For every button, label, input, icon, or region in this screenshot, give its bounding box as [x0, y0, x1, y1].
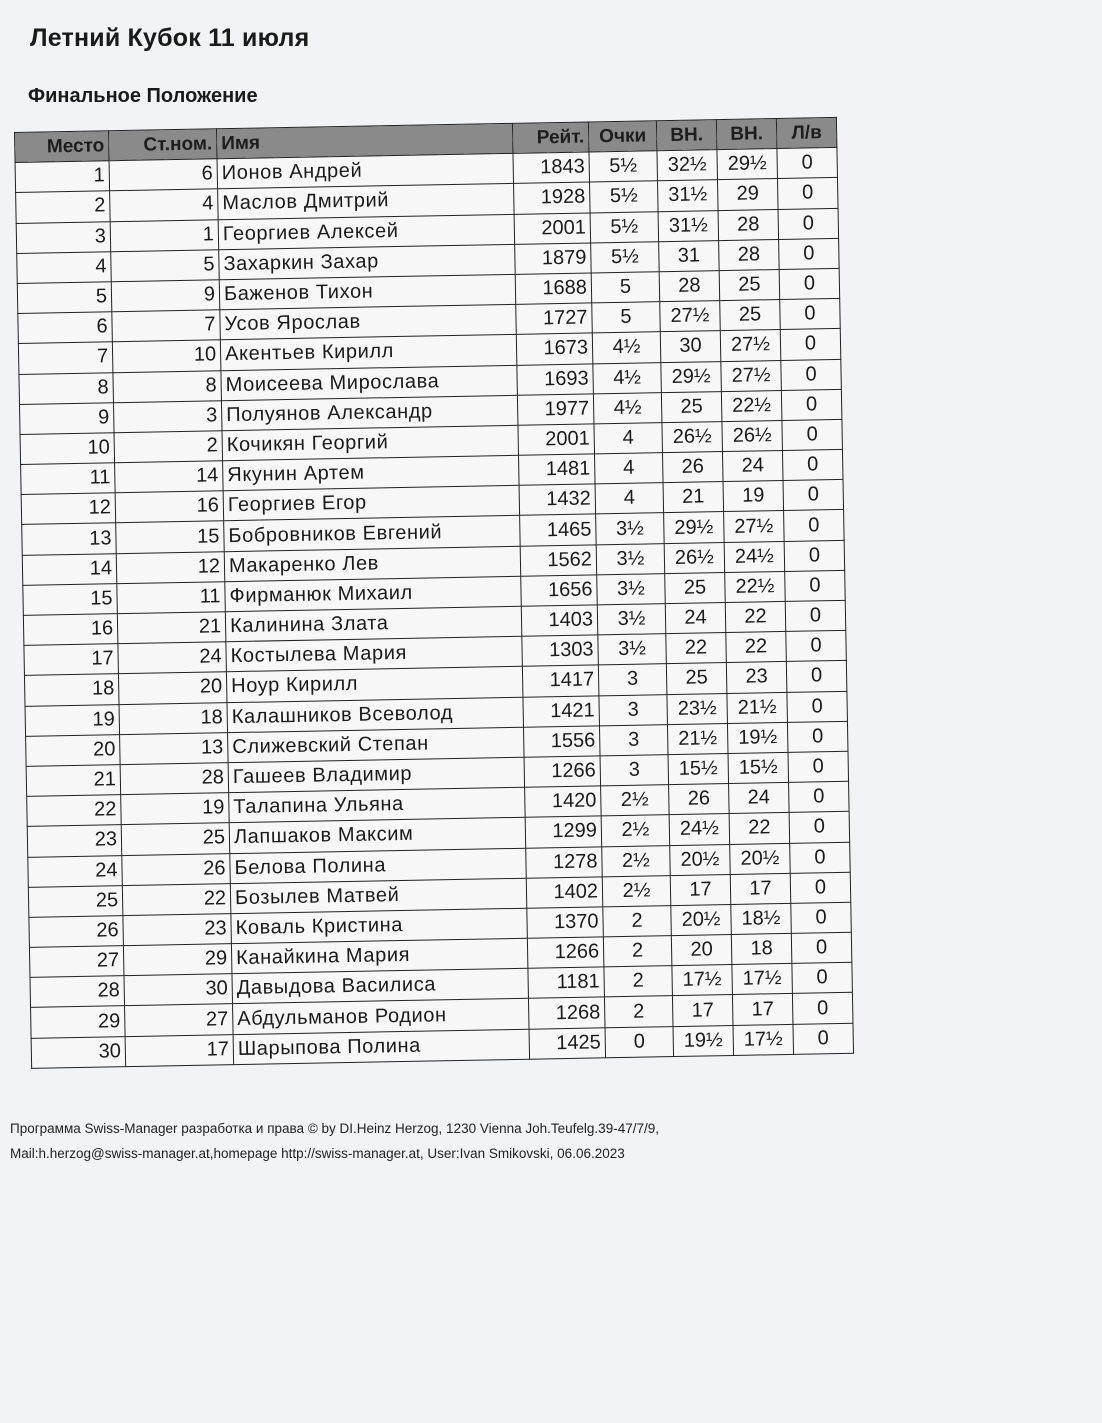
cell-start-number: 23	[123, 914, 232, 946]
cell-start-number: 19	[121, 793, 230, 825]
cell-player-name: Калинина Злата	[225, 606, 522, 642]
cell-rating: 1562	[520, 545, 597, 577]
cell-points: 3½	[596, 513, 665, 544]
col-header-wins: Л/в	[776, 117, 837, 148]
cell-wins: 0	[780, 329, 841, 360]
cell-tiebreak-1: 27½	[660, 301, 721, 332]
cell-tiebreak-2: 29½	[717, 149, 778, 180]
cell-start-number: 3	[113, 400, 222, 432]
cell-player-name: Гашеев Владимир	[228, 757, 525, 793]
cell-start-number: 14	[115, 461, 224, 493]
cell-tiebreak-1: 29½	[664, 512, 725, 543]
cell-tiebreak-2: 29	[717, 179, 778, 210]
cell-wins: 0	[790, 842, 851, 873]
cell-points: 2½	[602, 845, 671, 876]
cell-place: 2	[16, 191, 111, 223]
cell-start-number: 27	[125, 1004, 234, 1036]
cell-tiebreak-1: 22	[666, 633, 727, 664]
cell-rating: 1673	[516, 333, 593, 365]
cell-points: 2½	[602, 875, 671, 906]
cell-points: 4½	[592, 332, 661, 363]
cell-start-number: 22	[122, 883, 231, 915]
cell-player-name: Ионов Андрей	[217, 154, 514, 190]
cell-wins: 0	[786, 631, 847, 662]
cell-rating: 1465	[520, 514, 597, 546]
cell-tiebreak-2: 27½	[720, 330, 781, 361]
cell-wins: 0	[782, 419, 843, 450]
cell-player-name: Якунин Артем	[223, 455, 520, 491]
cell-tiebreak-2: 17	[730, 873, 791, 904]
cell-rating: 1181	[528, 967, 605, 999]
cell-place: 25	[28, 885, 123, 917]
cell-start-number: 25	[121, 823, 230, 855]
cell-tiebreak-2: 25	[719, 269, 780, 300]
cell-start-number: 26	[122, 853, 231, 885]
cell-tiebreak-2: 28	[718, 209, 779, 240]
cell-place: 22	[27, 795, 122, 827]
cell-place: 18	[24, 674, 119, 706]
standings-table	[14, 117, 854, 1069]
cell-points: 2	[604, 996, 673, 1027]
cell-player-name: Белова Полина	[230, 848, 527, 884]
cell-start-number: 20	[118, 672, 227, 704]
cell-rating: 1693	[517, 363, 594, 395]
col-header-tiebreak-1: ВН.	[656, 120, 717, 151]
cell-player-name: Слижевский Степан	[228, 727, 525, 763]
cell-wins: 0	[785, 600, 846, 631]
cell-rating: 1727	[516, 303, 593, 335]
cell-tiebreak-2: 17½	[733, 1024, 794, 1055]
cell-tiebreak-1: 26½	[664, 542, 725, 573]
cell-points: 5½	[589, 151, 658, 182]
cell-tiebreak-1: 17	[672, 995, 733, 1026]
cell-points: 3½	[597, 604, 666, 635]
cell-player-name: Бозылев Матвей	[230, 878, 527, 914]
cell-tiebreak-2: 22½	[725, 571, 786, 602]
cell-start-number: 11	[117, 582, 226, 614]
cell-player-name: Канайкина Мария	[231, 938, 528, 974]
cell-tiebreak-2: 26½	[722, 420, 783, 451]
cell-rating: 1266	[524, 756, 601, 788]
cell-tiebreak-1: 30	[660, 331, 721, 362]
cell-tiebreak-1: 21½	[667, 723, 728, 754]
cell-player-name: Коваль Кристина	[231, 908, 528, 944]
cell-rating: 1879	[515, 243, 592, 275]
cell-place: 14	[22, 553, 117, 585]
cell-tiebreak-1: 19½	[673, 1025, 734, 1056]
cell-points: 3½	[597, 573, 666, 604]
cell-tiebreak-1: 26	[662, 452, 723, 483]
cell-points: 2	[603, 936, 672, 967]
cell-place: 6	[18, 312, 113, 344]
cell-place: 5	[17, 282, 112, 314]
cell-tiebreak-1: 17½	[672, 965, 733, 996]
cell-tiebreak-1: 20	[671, 935, 732, 966]
cell-tiebreak-2: 17	[732, 994, 793, 1025]
cell-wins: 0	[779, 238, 840, 269]
cell-points: 3	[599, 724, 668, 755]
cell-tiebreak-2: 22½	[721, 390, 782, 421]
cell-player-name: Акентьев Кирилл	[220, 335, 517, 371]
cell-points: 5	[592, 302, 661, 333]
cell-rating: 1843	[513, 152, 590, 184]
cell-tiebreak-2: 21½	[727, 692, 788, 723]
cell-tiebreak-1: 21	[663, 482, 724, 513]
cell-wins: 0	[792, 963, 853, 994]
cell-start-number: 13	[120, 732, 229, 764]
cell-player-name: Макаренко Лев	[224, 546, 521, 582]
cell-tiebreak-2: 23	[726, 662, 787, 693]
cell-points: 4	[595, 483, 664, 514]
cell-wins: 0	[781, 359, 842, 390]
cell-tiebreak-2: 22	[729, 813, 790, 844]
cell-wins: 0	[789, 812, 850, 843]
cell-player-name: Георгиев Алексей	[218, 214, 515, 250]
cell-place: 15	[23, 584, 118, 616]
cell-player-name: Баженов Тихон	[219, 274, 516, 310]
cell-tiebreak-1: 26½	[662, 421, 723, 452]
cell-place: 30	[31, 1036, 126, 1068]
cell-tiebreak-2: 24	[722, 451, 783, 482]
cell-tiebreak-1: 29½	[661, 361, 722, 392]
cell-player-name: Лапшаков Максим	[229, 818, 526, 854]
cell-player-name: Давыдова Василиса	[232, 968, 529, 1004]
col-header-name: Имя	[216, 123, 513, 159]
cell-points: 2½	[601, 815, 670, 846]
cell-tiebreak-2: 17½	[732, 964, 793, 995]
cell-tiebreak-1: 31½	[658, 210, 719, 241]
cell-points: 5	[591, 272, 660, 303]
cell-start-number: 9	[111, 280, 220, 312]
cell-rating: 1432	[519, 484, 596, 516]
cell-place: 28	[30, 976, 125, 1008]
cell-place: 11	[21, 463, 116, 495]
cell-player-name: Калашников Всеволод	[227, 697, 524, 733]
cell-points: 2½	[601, 785, 670, 816]
cell-place: 19	[25, 704, 120, 736]
cell-wins: 0	[784, 540, 845, 571]
cell-wins: 0	[779, 268, 840, 299]
cell-points: 4	[594, 423, 663, 454]
cell-points: 4½	[593, 362, 662, 393]
cell-rating: 1928	[514, 182, 591, 214]
cell-player-name: Талапина Ульяна	[229, 787, 526, 823]
cell-points: 3	[598, 664, 667, 695]
cell-wins: 0	[782, 449, 843, 480]
cell-rating: 1425	[529, 1027, 606, 1059]
cell-rating: 1303	[522, 635, 599, 667]
cell-place: 17	[24, 644, 119, 676]
cell-rating: 1403	[521, 605, 598, 637]
cell-tiebreak-1: 25	[661, 391, 722, 422]
cell-wins: 0	[777, 148, 838, 179]
cell-place: 8	[19, 372, 114, 404]
cell-player-name: Кочикян Георгий	[222, 425, 519, 461]
cell-tiebreak-2: 20½	[730, 843, 791, 874]
cell-place: 24	[28, 855, 123, 887]
cell-tiebreak-2: 22	[725, 601, 786, 632]
cell-rating: 1417	[522, 665, 599, 697]
cell-place: 12	[21, 493, 116, 525]
cell-wins: 0	[787, 721, 848, 752]
cell-rating: 1656	[521, 575, 598, 607]
footer-contact: Mail:h.herzog@swiss-manager.at,homepage http://swiss-manager.at, User:Ivan Smikovski, 06.06.2023	[10, 1146, 625, 1161]
cell-place: 1	[15, 161, 110, 193]
cell-rating: 1299	[525, 816, 602, 848]
cell-player-name: Фирманюк Михаил	[225, 576, 522, 612]
cell-start-number: 8	[113, 370, 222, 402]
cell-place: 27	[29, 946, 124, 978]
cell-tiebreak-1: 25	[666, 663, 727, 694]
cell-points: 4	[594, 453, 663, 484]
cell-rating: 1370	[527, 907, 604, 939]
cell-tiebreak-2: 19½	[727, 722, 788, 753]
cell-rating: 1402	[526, 877, 603, 909]
cell-tiebreak-1: 32½	[657, 150, 718, 181]
cell-start-number: 7	[112, 310, 221, 342]
col-header-tiebreak-2: ВН.	[716, 119, 777, 150]
cell-place: 20	[26, 734, 121, 766]
cell-points: 3	[599, 694, 668, 725]
cell-points: 5½	[591, 241, 660, 272]
cell-wins: 0	[793, 1023, 854, 1054]
cell-place: 23	[27, 825, 122, 857]
cell-rating: 1278	[526, 846, 603, 878]
cell-wins: 0	[788, 751, 849, 782]
cell-rating: 1688	[515, 273, 592, 305]
cell-tiebreak-1: 28	[659, 271, 720, 302]
cell-start-number: 4	[110, 189, 219, 221]
footer-copyright: Программа Swiss-Manager разработка и права © by DI.Heinz Herzog, 1230 Vienna Joh.Teufelg.39-47/7/9,	[10, 1121, 659, 1136]
cell-place: 16	[23, 614, 118, 646]
cell-wins: 0	[778, 208, 839, 239]
cell-place: 26	[29, 916, 124, 948]
cell-start-number: 1	[110, 219, 219, 251]
cell-tiebreak-2: 24	[729, 783, 790, 814]
cell-player-name: Шарыпова Полина	[233, 1029, 530, 1065]
cell-place: 4	[17, 251, 112, 283]
cell-tiebreak-1: 31	[659, 240, 720, 271]
cell-start-number: 18	[119, 702, 228, 734]
cell-tiebreak-1: 23½	[667, 693, 728, 724]
cell-player-name: Захаркин Захар	[219, 244, 516, 280]
cell-rating: 1420	[525, 786, 602, 818]
cell-tiebreak-2: 27½	[721, 360, 782, 391]
cell-wins: 0	[780, 299, 841, 330]
cell-wins: 0	[791, 932, 852, 963]
cell-wins: 0	[777, 178, 838, 209]
cell-rating: 1556	[523, 726, 600, 758]
cell-player-name: Моисеева Мирослава	[221, 365, 518, 401]
cell-rating: 1421	[523, 695, 600, 727]
cell-wins: 0	[783, 480, 844, 511]
cell-start-number: 16	[115, 491, 224, 523]
table-body	[15, 148, 853, 1069]
cell-tiebreak-1: 17	[670, 874, 731, 905]
cell-place: 29	[31, 1006, 126, 1038]
cell-wins: 0	[789, 781, 850, 812]
cell-wins: 0	[786, 661, 847, 692]
cell-tiebreak-1: 24½	[669, 814, 730, 845]
cell-wins: 0	[791, 902, 852, 933]
cell-player-name: Полуянов Александр	[221, 395, 518, 431]
cell-wins: 0	[790, 872, 851, 903]
cell-rating: 2001	[518, 424, 595, 456]
col-header-rating: Рейт.	[512, 122, 589, 154]
cell-start-number: 6	[109, 159, 218, 191]
cell-player-name: Георгиев Егор	[223, 486, 520, 522]
cell-player-name: Абдульманов Родион	[233, 999, 530, 1035]
cell-tiebreak-2: 18½	[731, 903, 792, 934]
cell-tiebreak-1: 25	[665, 572, 726, 603]
col-header-start-number: Ст.ном.	[108, 129, 217, 161]
cell-points: 2	[604, 966, 673, 997]
standings-sheet	[14, 117, 853, 1069]
cell-tiebreak-2: 22	[726, 632, 787, 663]
cell-place: 3	[16, 221, 111, 253]
cell-start-number: 15	[116, 521, 225, 553]
cell-tiebreak-2: 24½	[724, 541, 785, 572]
cell-player-name: Маслов Дмитрий	[218, 184, 515, 220]
cell-start-number: 2	[114, 431, 223, 463]
cell-place: 9	[19, 402, 114, 434]
cell-wins: 0	[781, 389, 842, 420]
cell-rating: 1266	[527, 937, 604, 969]
cell-points: 3½	[596, 543, 665, 574]
cell-place: 13	[22, 523, 117, 555]
cell-place: 7	[18, 342, 113, 374]
cell-tiebreak-2: 27½	[724, 511, 785, 542]
cell-points: 5½	[590, 211, 659, 242]
cell-wins: 0	[785, 570, 846, 601]
cell-tiebreak-1: 20½	[670, 844, 731, 875]
cell-player-name: Усов Ярослав	[220, 304, 517, 340]
cell-tiebreak-1: 31½	[658, 180, 719, 211]
cell-points: 2	[603, 905, 672, 936]
cell-tiebreak-1: 15½	[668, 753, 729, 784]
col-header-points: Очки	[588, 121, 657, 152]
cell-tiebreak-2: 15½	[728, 752, 789, 783]
cell-start-number: 21	[117, 612, 226, 644]
cell-points: 5½	[590, 181, 659, 212]
page-subtitle: Финальное Положение	[28, 85, 258, 107]
cell-player-name: Костылева Мария	[226, 636, 523, 672]
cell-rating: 1268	[528, 997, 605, 1029]
cell-points: 3	[600, 755, 669, 786]
cell-start-number: 28	[120, 763, 229, 795]
cell-tiebreak-2: 25	[720, 300, 781, 331]
cell-start-number: 24	[118, 642, 227, 674]
cell-points: 3½	[598, 634, 667, 665]
cell-start-number: 10	[112, 340, 221, 372]
cell-rating: 1977	[517, 394, 594, 426]
cell-tiebreak-1: 24	[665, 603, 726, 634]
cell-tiebreak-2: 18	[731, 933, 792, 964]
cell-player-name: Бобровников Евгений	[224, 516, 521, 552]
cell-player-name: Ноур Кирилл	[226, 667, 523, 703]
cell-rating: 2001	[514, 213, 591, 245]
cell-wins: 0	[792, 993, 853, 1024]
cell-start-number: 12	[116, 551, 225, 583]
cell-tiebreak-1: 26	[669, 784, 730, 815]
cell-place: 10	[20, 433, 115, 465]
cell-start-number: 17	[125, 1034, 234, 1066]
page-title: Летний Кубок 11 июля	[30, 24, 310, 52]
cell-points: 4½	[593, 392, 662, 423]
cell-tiebreak-2: 19	[723, 481, 784, 512]
cell-start-number: 30	[124, 974, 233, 1006]
cell-wins: 0	[787, 691, 848, 722]
cell-start-number: 29	[123, 944, 232, 976]
cell-tiebreak-2: 28	[719, 239, 780, 270]
col-header-place: Место	[15, 131, 110, 163]
cell-start-number: 5	[111, 250, 220, 282]
cell-wins: 0	[784, 510, 845, 541]
cell-points: 0	[605, 1026, 674, 1057]
cell-rating: 1481	[519, 454, 596, 486]
cell-place: 21	[26, 765, 121, 797]
cell-tiebreak-1: 20½	[671, 904, 732, 935]
